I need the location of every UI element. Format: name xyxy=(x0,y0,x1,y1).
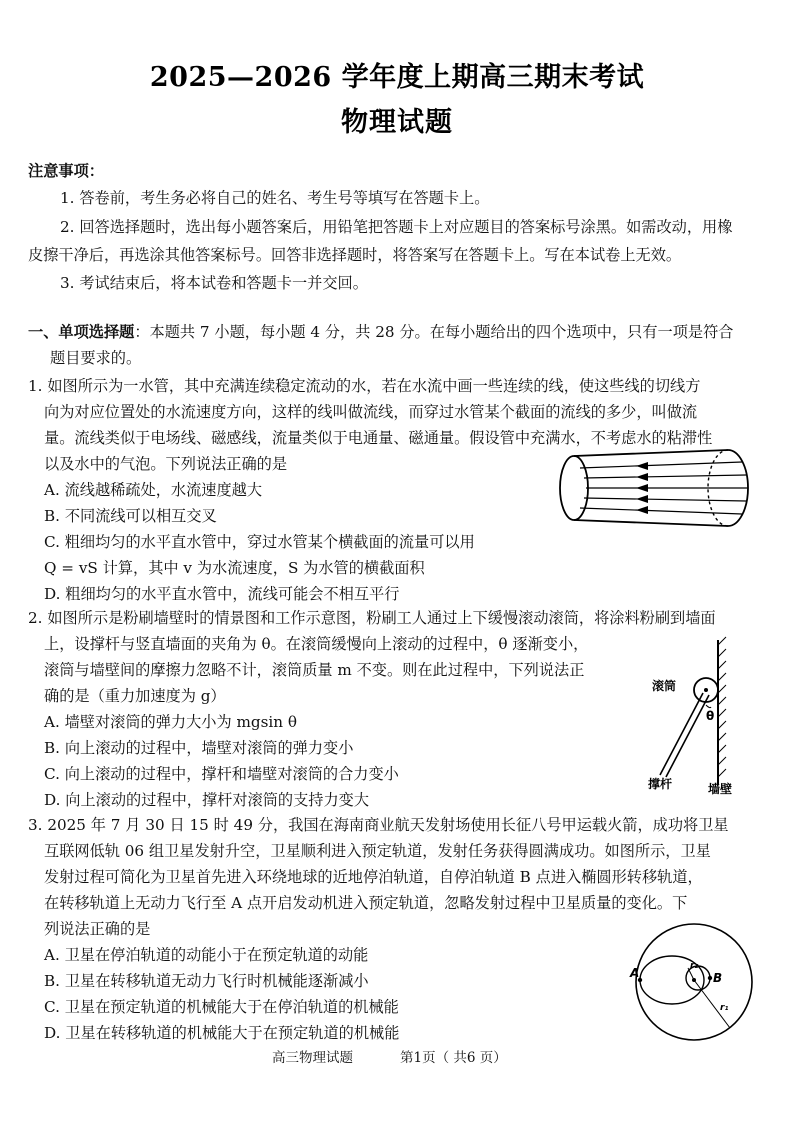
q2-wall-label: 墙壁 xyxy=(708,782,733,796)
section-label: 一、单项选择题 xyxy=(28,323,135,341)
subject-title: 物理试题 xyxy=(341,107,453,138)
q1-stem: 1. 如图所示为一水管，其中充满连续稳定流动的水，若在水流中画一些连续的线，使这些线的切线方 xyxy=(28,377,701,395)
q3-point-b-label: B xyxy=(713,971,723,985)
section-intro-2: 题目要求的。 xyxy=(50,349,142,367)
q2-stem: 2. 如图所示是粉刷墙壁时的情景图和工作示意图，粉刷工人通过上下缓慢滚动滚筒，将涂料粉刷到墙面 xyxy=(28,609,716,627)
q1-option-d: D. 粗细均匀的水平直水管中，流线可能会不相互平行 xyxy=(44,585,400,603)
q1-stem: 以及水中的气泡。下列说法正确的是 xyxy=(44,455,287,473)
q3-option-a: A. 卫星在停泊轨道的动能小于在预定轨道的动能 xyxy=(44,946,369,964)
q3-orbit-figure xyxy=(628,920,758,1045)
q2-option-c: C. 向上滚动的过程中，撑杆和墙壁对滚筒的合力变小 xyxy=(44,765,399,783)
q1-option-c: C. 粗细均匀的水平直水管中，穿过水管某个横截面的流量可以用 xyxy=(44,533,475,551)
q1-option-a: A. 流线越稀疏处，水流速度越大 xyxy=(44,481,263,499)
section-heading xyxy=(28,319,734,345)
q1-option-c-cont: Q = vS 计算，其中 v 为水流速度，S 为水管的横截面积 xyxy=(44,559,425,577)
notice-item: 2. 回答选择题时，选出每小题答案后，用铅笔把答题卡上对应题目的答案标号涂黑。如需改动，用橡 xyxy=(60,218,733,236)
q3-stem: 在转移轨道上无动力飞行至 A 点开启发动机进入预定轨道，忽略发射过程中卫星质量的变化。下 xyxy=(44,894,688,912)
q2-option-d: D. 向上滚动的过程中，撑杆对滚筒的支持力变大 xyxy=(44,791,370,809)
q2-stem: 确的是（重力加速度为 g） xyxy=(44,687,226,705)
q1-water-pipe-figure xyxy=(556,448,756,528)
notice-heading: 注意事项： xyxy=(28,162,104,180)
q2-roller-wall-figure xyxy=(640,635,770,800)
q2-option-b: B. 向上滚动的过程中，墙壁对滚筒的弹力变小 xyxy=(44,739,354,757)
q1-stem: 量。流线类似于电场线、磁感线，流量类似于电通量、磁通量。假设管中充满水，不考虑水的粘滞性 xyxy=(44,429,713,447)
footer-subject: 高三物理试题 xyxy=(272,1050,353,1066)
q3-r2-label: r₂ xyxy=(690,961,699,971)
section-intro: ：本题共 7 小题，每小题 4 分，共 28 分。在每小题给出的四个选项中，只有一项是符合 xyxy=(134,323,734,341)
q2-rod-label: 撑杆 xyxy=(648,777,673,791)
q3-stem: 互联网低轨 06 组卫星发射升空，卫星顺利进入预定轨道，发射任务获得圆满成功。如图所示，卫星 xyxy=(44,842,711,860)
q2-stem: 上，设撑杆与竖直墙面的夹角为 θ。在滚筒缓慢向上滚动的过程中，θ 逐渐变小， xyxy=(44,635,589,653)
q2-angle-label: θ xyxy=(706,709,715,723)
q3-option-b: B. 卫星在转移轨道无动力飞行时机械能逐渐减小 xyxy=(44,972,369,990)
q3-option-c: C. 卫星在预定轨道的机械能大于在停泊轨道的机械能 xyxy=(44,998,399,1016)
footer-page: 第1页（ 共6 页） xyxy=(400,1050,507,1066)
notice-item: 皮擦干净后，再选涂其他答案标号。回答非选择题时，将答案写在答题卡上。写在本试卷上无效。 xyxy=(28,246,682,264)
notice-item: 3. 考试结束后，将本试卷和答题卡一并交回。 xyxy=(60,274,368,292)
q2-roller-label: 滚筒 xyxy=(652,679,677,693)
q2-stem: 滚筒与墙壁间的摩擦力忽略不计，滚筒质量 m 不变。则在此过程中，下列说法正 xyxy=(44,661,585,679)
q3-stem: 发射过程可简化为卫星首先进入环绕地球的近地停泊轨道，自停泊轨道 B 点进入椭圆形转移轨道， xyxy=(44,868,703,886)
q1-stem: 向为对应位置处的水流速度方向，这样的线叫做流线，而穿过水管某个截面的流线的多少，叫做流 xyxy=(44,403,698,421)
q3-stem: 3. 2025 年 7 月 30 日 15 时 49 分，我国在海南商业航天发射场使用长征八号甲运载火箭，成功将卫星 xyxy=(28,816,729,834)
q1-option-b: B. 不同流线可以相互交叉 xyxy=(44,507,217,525)
q2-option-a: A. 墙壁对滚筒的弹力大小为 mgsin θ xyxy=(44,713,298,731)
q3-stem: 列说法正确的是 xyxy=(44,920,151,938)
notice-item: 1. 答卷前，考生务必将自己的姓名、考生号等填写在答题卡上。 xyxy=(60,189,490,207)
q3-r1-label: r₁ xyxy=(720,1003,729,1013)
q3-option-d: D. 卫星在转移轨道的机械能大于在预定轨道的机械能 xyxy=(44,1024,400,1042)
q3-point-a-label: A xyxy=(630,966,640,980)
exam-title: 2025—2026 学年度上期高三期末考试 xyxy=(149,62,645,93)
